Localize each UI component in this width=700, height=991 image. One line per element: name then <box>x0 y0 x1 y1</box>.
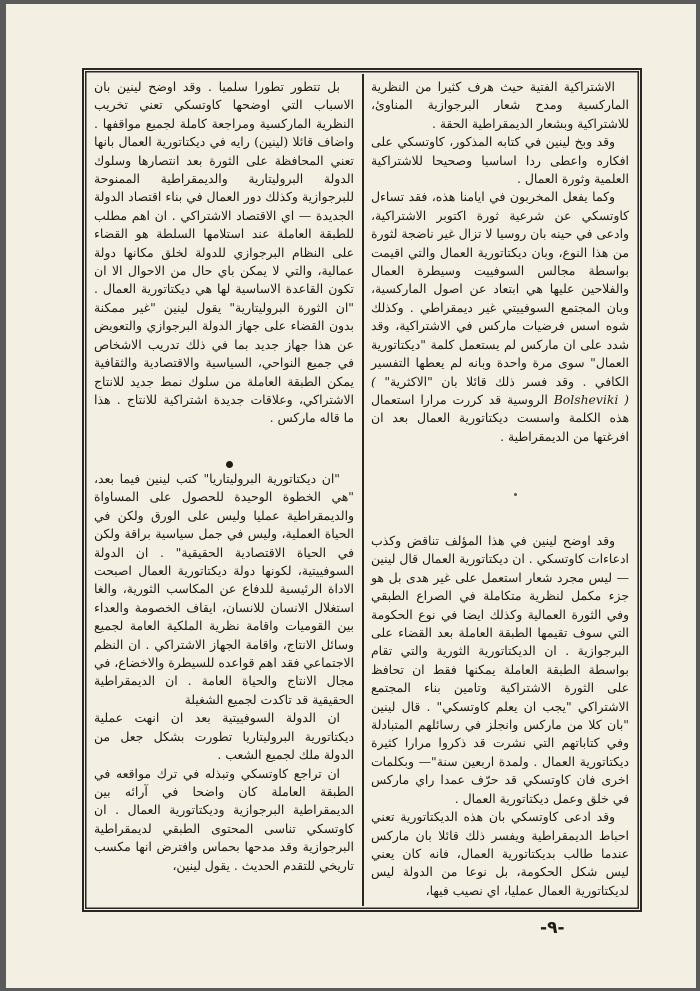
paragraph: الاشتراكية الفتية حيث هرف كثيرا من النظرية الماركسية ومدح شعار البرجوازية المناوئ، للاشتراكية وبشعار الديمقراطية الحقة . <box>371 79 629 131</box>
paragraph: وقد وبخ لينين في كتابه المذكور، كاوتسكي على افكاره واعطى ردا اساسيا وصحيحا للاشتراكية العلمية وثورة العمال . <box>371 134 629 187</box>
right-column-bottom <box>371 532 629 900</box>
page-border-frame <box>82 68 642 912</box>
paragraph <box>371 188 629 446</box>
column-divider <box>362 74 364 906</box>
left-column-top <box>94 78 354 428</box>
paragraph: وقد اوضح لينين في هذا المؤلف تناقض وكذب ادعاءات كاوتسكي . ان ديكتاتورية العمال قال لينين — ليس مجرد شعار استعمل على غير هدى بل هو جزء مكمل لنظرية متكاملة في الصراع الطبقي وفي الثورة العمالية وكذلك ايضا في نوع الحكومة التي سوف تقيمها الطبقة العاملة بعد القضاء على البرجوازية . ان الديكتاتورية الثورية والتي تقام بواسطة الطبقة العاملة يمكنها فقط ان تحافظ على الثورة الاشتراكية وتامين بناء المجتمع الاشتراكي "يجب ان يعلم كاوتسكي" . قال لينين "بان كلا من ماركس وانجلز في رسائلهم المتبادلة وفي كتاباتهم التي نشرت قد ذكروا مرارا كثيرة ديكتاتورية العمال . ولمدة اربعين سنة"— وبكلمات اخرى فان كاوتسكي قد حرّف عمدا راي ماركس في خلق وعمل ديكتاتورية العمال . <box>371 533 629 806</box>
page-number: -٩- <box>540 918 565 938</box>
paragraph: "ان ديكتاتورية البروليتاريا" كتب لينين فيما بعد، "هي الخطوة الوحيدة للحصول على المساواة والديمقراطية عمليا وليس على الورق ولكن في الحياة العملية، وليس في جمل سياسية براقة ولكن في الحياة الاقتصادية الحقيقية" . ان الدولة السوفييتية، لكونها دولة ديكتاتورية العمال اصبحت الاداة الرئيسية للدفاع عن المكاسب الثورية، والغا استغلال الانسان للانسان، ايقاف الخصومة والعداء بين القوميات واقامة نظرية الملكية العامة لجميع وسائل الانتاج، واقامة الجهاز الاشتراكي . ان النظم الاجتماعي فقد اهم قواعده للسيطرة والاخضاع، في مجال الانتاج والحياة العامة . ان الديمقراطية الحقيقية قد تاكدت لجميع الشغيلة <box>94 471 354 707</box>
paragraph: بل تتطور تطورا سلميا . وقد اوضح لينين بان الاسباب التي اوضحها كاوتسكي تعني تخريب النظرية الماركسية ومراجعة كاملة لجميع مواقفها . واضاف قائلا (لينين) رايه في ديكتاتورية العمال بانها تعني المحافظة على الثورة بعد انتصارها وسلوك الدولة البروليتارية والديمقراطية الممنوحة للبرجوازية وكذلك دور العمال في بناء اقتصاد الدولة الجديدة — اي الاقتصاد الاشتراكي . ان اهم مطلب للطبقة العاملة عند استلامها السلطة هو القضاء على النظام البرجوازي للدولة لخلق مكانها دولة عمالية، والتي لا يمكن باي حال من الاحوال الا ان تكون القاعدة الاساسية لها هي ديكتاتورية العمال . "ان الثورة البروليتارية" يقول لينين "غير ممكنة بدون القضاء على جهاز الدولة البرجوازي والتعويض عن هذا جهاز جديد بما في ذلك تدريب الاشخاص في جميع النواحي، السياسية والاقتصادية والثقافية يمكن الطبقة العاملة من سلوك نمط جديد للانتاج الاشتراكي، وعلاقات جديدة اشتراكية للانتاج . هذا ما قاله ماركس . <box>94 79 354 426</box>
paragraph: ان تراجع كاوتسكي وتبذله في ترك مواقعه في الطبقة العاملة كان واضحا في آرائه بين الديمقراطية البرجوازية وديكتاتورية العمال . ان كاوتسكي تناسى المحتوى الطبقي لديمقراطية البرجوازية وقد مدحها بحماس وافترض انها مكسب تاريخي للتقدم الحديث . يقول لينين، <box>94 765 354 873</box>
right-column-top <box>371 78 629 446</box>
paragraph-text: الروسية قد كررت مرارا استعمال هذه الكلمة واسست ديكتاتورية العمال بعد ان افرغتها من الديمقراطية . <box>371 391 629 444</box>
paragraph-text: وكما يفعل المخربون في ايامنا هذه، فقد تساءل كاوتسكي عن شرعية ثورة اكتوبر الاشتراكية، وادعى في حينه بان روسيا لا تزال غير ناضجة لثورة من هذا النوع، وبان ديكتاتورية العمال والتي اقيمت بواسطة مجالس السوفييت وسيطرة العمال والفلاحين عليها هي ابتعاد عن اصول الماركسية، وبان المجتمع السوفييتي غير ديمقراطي . وكذلك شوه اسس فرضيات ماركس في الاشتراكية، وقد شدد على ان ماركس لم يستعمل كلمة "ديكتاتورية العمال" سوى مرة واحدة وبانه لم يعطها التفسير الكافي . وقد فسر ذلك قائلا بان "الاكثرية" <box>371 189 629 389</box>
latin-term: ( Bolsheviki ) <box>371 373 629 407</box>
section-separator-dot <box>226 461 233 468</box>
paragraph: ان الدولة السوفييتية بعد ان انهت عملية ديكتاتورية البروليتاريا تطورت بشكل جعل من الدولة ملك لجميع الشعب . <box>94 710 354 763</box>
paragraph: وقد ادعى كاوتسكي بان هذه الديكتاتورية تعني احباط الديمقراطية ويفسر ذلك قائلا بان ماركس عندما طالب بديكتاتورية العمال، فانه كان يعني ليس شكل الحكومة، بل نوعا من الدولة ليس لديكتاتورية العمال عمليا، اي نصيب فيها، <box>371 809 629 898</box>
document-page <box>6 4 696 988</box>
left-column-bottom <box>94 470 354 875</box>
stray-mark <box>514 493 517 496</box>
